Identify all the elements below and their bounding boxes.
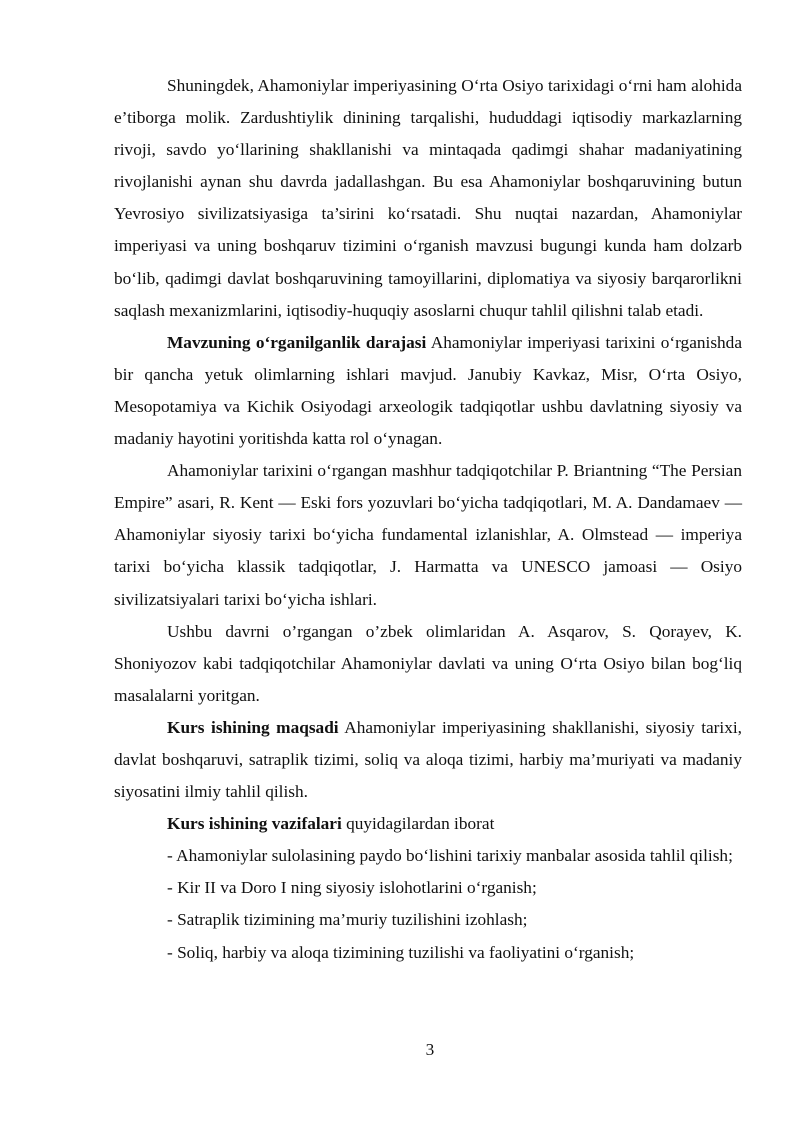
- paragraph-uzbek-scholars: Ushbu davrni o’rgangan o’zbek olimlaridan A. Asqarov, S. Qorayev, K. Shoniyozov kabi tadqiqotchilar Ahamoniylar davlati va uning O‘rta Osiyo bilan bog‘liq masalalarni yoritgan.: [114, 621, 742, 705]
- paragraph-researchers: Ahamoniylar tarixini o‘rgangan mashhur tadqiqotchilar P. Briantning “The Persian Empire” asari, R. Kent — Eski fors yozuvlari bo‘yicha tadqiqotlari, M. A. Dandamaev — Ahamoniylar siyosiy tarixi bo‘yicha fundamental izlanishlar, A. Olmstead — imperiya tarixi bo‘yicha klassik tadqiqotlar, J. Harmatta va UNESCO jamoasi — Osiyo sivilizatsiyalari tarixi bo‘yicha ishlari.: [114, 461, 742, 609]
- task-item: - Kir II va Doro I ning siyosiy islohotlarini o‘rganish;: [167, 878, 537, 898]
- page-number: 3: [425, 1040, 435, 1059]
- heading-tasks: Kurs ishining vazifalari: [167, 814, 342, 834]
- task-item: - Soliq, harbiy va aloqa tizimining tuzilishi va faoliyatini o‘rganish;: [167, 942, 635, 962]
- heading-study-degree: Mavzuning o‘rganilganlik darajasi: [167, 332, 427, 352]
- study-degree-text: Ahamoniylar imperiyasi tarixini o‘rganishda bir qancha yetuk olimlarning ishlari mavjud. Janubiy Kavkaz, Misr, O‘rta Osiyo, Mesopotamiya va Kichik Osiyodagi arxeologik tadqiqotlar ushbu davlatning siyosiy va madaniy hayotini yoritishda katta rol o‘ynagan.: [114, 332, 742, 449]
- page-body: [114, 70, 742, 969]
- heading-purpose: Kurs ishining maqsadi: [167, 717, 339, 737]
- paragraph-significance: Shuningdek, Ahamoniylar imperiyasining O‘rta Osiyo tarixidagi o‘rni ham alohida e’tiborga molik. Zardushtiylik dinining tarqalishi, hududdagi iqtisodiy markazlarning rivoji, savdo yo‘llarining shakllanishi va mintaqada qadimgi shahar madaniyatining rivojlanishi aynan shu davrda jadallashgan. Bu esa Ahamoniylar boshqaruvining butun Yevrosiyo sivilizatsiyasiga ta’sirini ko‘rsatadi. Shu nuqtai nazardan, Ahamoniylar imperiyasi va uning boshqaruv tizimini o‘rganish mavzusi bugungi kunda ham dolzarb bo‘lib, qadimgi davlat boshqaruvining tamoyillarini, diplomatiya va siyosiy barqarorlikni saqlash mexanizmlarini, iqtisodiy-huquqiy asoslarni chuqur tahlil qilishni talab etadi.: [114, 76, 742, 320]
- paragraph-tasks-intro: [114, 808, 742, 840]
- task-item: - Satraplik tizimining ma’muriy tuzilishini izohlash;: [167, 910, 528, 930]
- paragraph-study-degree: [114, 327, 742, 455]
- purpose-text: Ahamoniylar imperiyasining shakllanishi, siyosiy tarixi, davlat boshqaruvi, satraplik tizimi, soliq va aloqa tizimi, harbiy ma’muriyati va madaniy siyosatini ilmiy tahlil qilish.: [114, 717, 742, 802]
- task-item: - Ahamoniylar sulolasining paydo bo‘lishini tarixiy manbalar asosida tahlil qilish;: [167, 846, 733, 866]
- paragraph-purpose: [114, 712, 742, 808]
- tasks-intro-text: quyidagilardan iborat: [341, 814, 495, 834]
